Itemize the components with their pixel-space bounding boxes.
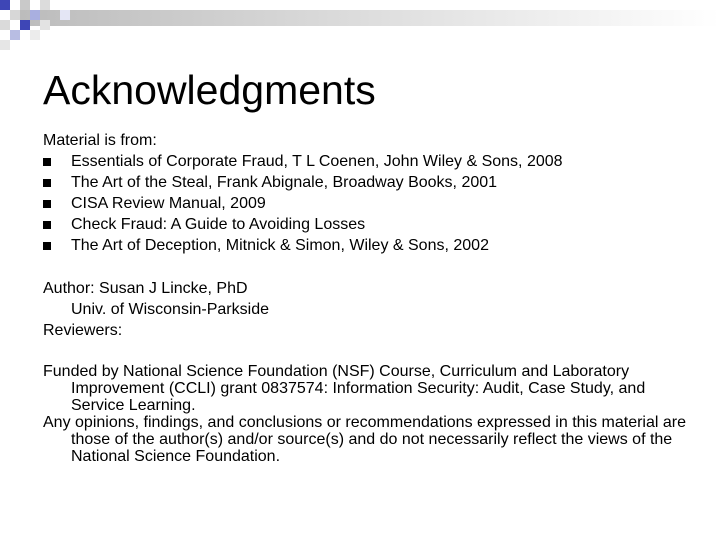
source-list [43, 151, 693, 256]
list-item [43, 172, 693, 193]
source-text: The Art of Deception, Mitnick & Simon, Wiley & Sons, 2002 [71, 237, 489, 254]
slide-body [43, 130, 693, 465]
header-gradient-bar [20, 10, 720, 26]
header-decoration [0, 0, 720, 60]
deco-square-11 [30, 30, 40, 40]
bullet-square-icon [43, 221, 51, 229]
slide-title: Acknowledgments [43, 67, 376, 113]
author-affiliation: Univ. of Wisconsin-Parkside [71, 301, 269, 318]
disclaimer-statement: Any opinions, findings, and conclusions or recommendations expressed in this material are those of the author(s) and/or source(s) and do not necessarily reflect the views of the National Science Foundation. [43, 414, 687, 465]
source-text: Check Fraud: A Guide to Avoiding Losses [71, 216, 366, 233]
material-heading: Material is from: [43, 132, 157, 149]
list-item [43, 214, 693, 235]
deco-square-3 [10, 10, 20, 20]
spacer [43, 341, 693, 363]
deco-square-1 [0, 0, 10, 10]
source-text: Essentials of Corporate Fraud, T L Coenen, John Wiley & Sons, 2008 [71, 153, 563, 170]
source-text: The Art of the Steal, Frank Abignale, Broadway Books, 2001 [71, 174, 498, 191]
bullet-square-icon [43, 179, 51, 187]
bullet-square-icon [43, 158, 51, 166]
deco-square-2 [20, 0, 30, 10]
reviewers-label: Reviewers: [43, 322, 123, 339]
deco-square-7 [20, 20, 30, 30]
deco-square-4 [30, 10, 40, 20]
deco-square-10 [0, 40, 10, 50]
funding-statement: Funded by National Science Foundation (NSF) Course, Curriculum and Laboratory Improvement (CCLI) grant 0837574: Information Security: Audit, Case Study, and Service Learning. [43, 363, 646, 414]
bullet-square-icon [43, 242, 51, 250]
author-line: Author: Susan J Lincke, PhD [43, 280, 248, 297]
deco-square-5 [40, 0, 50, 10]
deco-square-12 [60, 10, 70, 20]
list-item [43, 235, 693, 256]
source-text: CISA Review Manual, 2009 [71, 195, 266, 212]
deco-square-9 [40, 20, 50, 30]
list-item [43, 151, 693, 172]
list-item [43, 193, 693, 214]
deco-square-8 [10, 30, 20, 40]
spacer [43, 256, 693, 278]
deco-square-6 [0, 20, 10, 30]
bullet-square-icon [43, 200, 51, 208]
